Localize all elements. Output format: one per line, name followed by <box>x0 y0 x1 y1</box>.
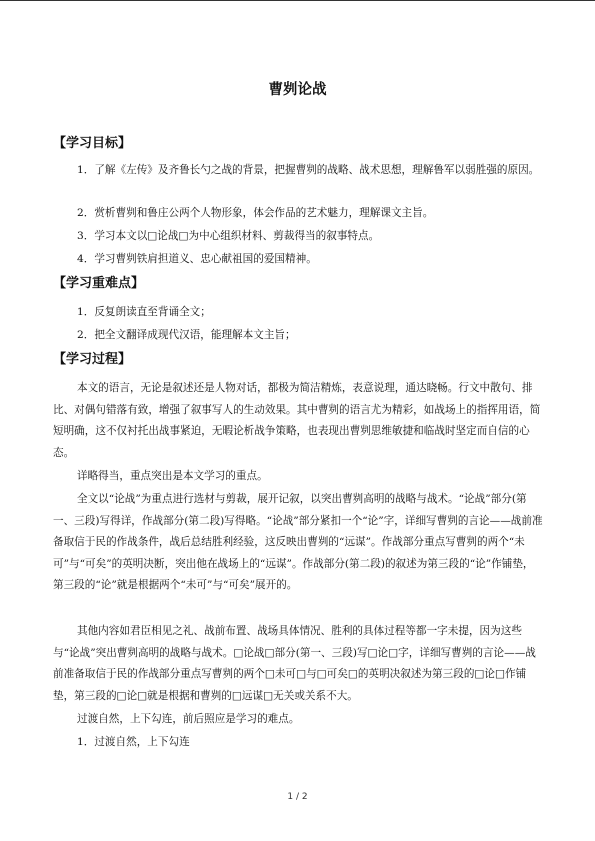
goal-item: 1．了解《左传》及齐鲁长勺之战的背景，把握曹刿的战略、战术思想，理解鲁军以弱胜强的原因。 <box>77 164 540 176</box>
process-paragraph: 其他内容如君臣相见之礼、战前布置、战场具体情况、胜利的具体过程等都一字未提，因为这些与“论战”突出曹刿高明的战略与战术。□论战□部分(第一、三段)写□论□字，详细写曹刿的言论——战前准备取信于民的作战部分重点写曹刿的两个□未可□与□可矣□的英明决叙述为第三段的□论□作铺垫，第三段的□论□就是根据和曹刿的□远谋□无关或关系不大。 <box>53 625 536 702</box>
key-point-item: 1．反复朗读直至背诵全文； <box>77 306 211 318</box>
section-heading-goals: 【学习目标】 <box>53 136 132 151</box>
section-heading-key-points: 【学习重难点】 <box>53 276 145 291</box>
process-paragraph: 1．过渡自然，上下勾连 <box>77 736 190 748</box>
key-point-item: 2．把全文翻译成现代汉语，能理解本文主旨； <box>77 329 296 341</box>
goal-item: 4．学习曹刿铁肩担道义、忠心献祖国的爱国精神。 <box>77 253 317 265</box>
process-paragraph: 详略得当，重点突出是本文学习的重点。 <box>77 470 268 482</box>
process-paragraph: 本文的语言，无论是叙述还是人物对话，都极为简洁精炼，表意说理，通达晓畅。行文中散句、排比、对偶句错落有致，增强了叙事写人的生动效果。其中曹刿的语言尤为精彩，如战场上的指挥用语，简短明确，这不仅衬托出战事紧迫，无暇论析战争策略，也表现出曹刿思维敏捷和临战时坚定而自信的心态。 <box>53 382 541 459</box>
page-number: 1 / 2 <box>287 792 308 802</box>
goal-item: 3．学习本文以□论战□为中心组织材料、剪裁得当的叙事特点。 <box>77 230 380 242</box>
page-title: 曹刿论战 <box>268 82 327 98</box>
process-paragraph: 全文以“论战”为重点进行选材与剪裁，展开记叙，以突出曹刿高明的战略与战术。“论战”部分(第一、三段)写得详，作战部分(第二段)写得略。“论战”部分紧扣一个“论”字，详细写曹刿的言论——战前准备取信于民的作战条件，战后总结胜利经验，这反映出曹刿的“远谋”。作战部分重点写曹刿的两个“未可”与“可矣”的英明决断，突出他在战场上的“远谋”。作战部分(第二段)的叙述为第三段的“论”作铺垫，第三段的“论”就是根据两个“未可”与“可矣”展开的。 <box>53 493 543 591</box>
page-top-rule <box>0 0 595 1</box>
process-paragraph: 过渡自然，上下勾连，前后照应是学习的难点。 <box>77 713 300 725</box>
goal-item: 2．赏析曹刿和鲁庄公两个人物形象，体会作品的艺术魅力，理解课文主旨。 <box>77 207 434 219</box>
section-heading-process: 【学习过程】 <box>53 352 132 367</box>
